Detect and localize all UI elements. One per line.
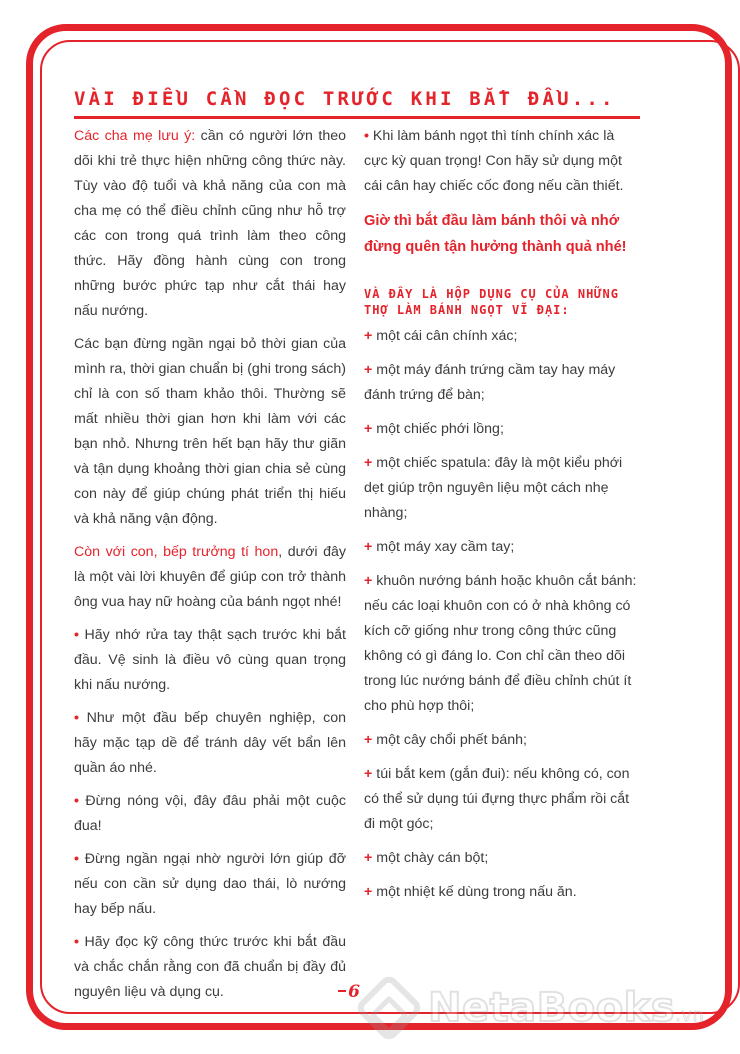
tool-item xyxy=(364,569,638,719)
watermark-suffix: .vn xyxy=(675,1005,705,1026)
tip-text: Như một đầu bếp chuyên nghiệp, con hãy mặc tạp dề để tránh dây vết bẩn lên quần áo nhé. xyxy=(74,710,346,776)
tools-heading: VÀ ĐÂY LÀ HỘP DỤNG CỤ CỦA NHỮNG THỢ LÀM BÁNH NGỌT VĨ ĐẠI: xyxy=(364,287,619,317)
tool-text: một nhiệt kế dùng trong nấu ăn. xyxy=(376,884,577,900)
tool-text: một chiếc spatula: đây là một kiểu phới dẹt giúp trộn nguyên liệu một cách nhẹ nhàng; xyxy=(364,455,623,521)
tip-text: Khi làm bánh ngọt thì tính chính xác là cực kỳ quan trọng! Con hãy sử dụng một cái cân hay chiếc cốc đong nếu cần thiết. xyxy=(364,128,624,194)
page-title: VÀI ĐIỀU CẦN ĐỌC TRƯỚC KHI BẮT ĐẦU... xyxy=(74,88,616,110)
tip-item xyxy=(74,847,346,922)
tool-item xyxy=(364,451,638,526)
watermark xyxy=(364,976,705,1040)
kids-intro-lead: Còn với con, bếp trưởng tí hon xyxy=(74,544,279,560)
tool-text: một chày cán bột; xyxy=(376,850,489,866)
watermark-logo-icon xyxy=(354,973,425,1044)
left-column xyxy=(74,124,346,1013)
tool-item xyxy=(364,880,638,905)
tool-text: một máy đánh trứng cầm tay hay máy đánh trứng để bàn; xyxy=(364,362,616,403)
parents-note-text: cần có người lớn theo dõi khi trẻ thực hiện những công thức này. Tùy vào độ tuổi và khả năng của con mà cha mẹ có thể điều chỉnh cũng như hỗ trợ các con trong quá trình làm theo công thức. Hãy đồng hành cùng con trong những bước phức tạp như cắt thái hay nấu nướng. xyxy=(74,128,347,319)
parents-note xyxy=(74,124,346,324)
tool-item xyxy=(364,417,638,442)
kids-intro-text: , dưới đây là một vài lời khuyên để giúp con trở thành ông vua hay nữ hoàng của bánh ngọt nhé! xyxy=(74,544,346,610)
tip-text: Hãy nhớ rửa tay thật sạch trước khi bắt đầu. Vệ sinh là điều vô cùng quan trọng khi nấu nướng. xyxy=(74,627,346,693)
tool-item xyxy=(364,846,638,871)
right-column xyxy=(364,124,638,914)
plus-icon: + xyxy=(364,362,373,378)
bullet-icon: • xyxy=(74,851,79,867)
parents-note-lead: Các cha mẹ lưu ý: xyxy=(74,128,196,144)
tool-item xyxy=(364,358,638,408)
bullet-icon: • xyxy=(74,793,79,809)
tool-text: túi bắt kem (gắn đui): nếu không có, con có thể sử dụng túi đựng thực phẩm rồi cắt đi một góc; xyxy=(364,766,630,832)
bullet-icon: • xyxy=(74,710,79,726)
tip-item xyxy=(74,789,346,839)
plus-icon: + xyxy=(364,328,373,344)
tip-item xyxy=(74,706,346,781)
tip-text: Đừng ngần ngại nhờ người lớn giúp đỡ nếu con cần sử dụng dao thái, lò nướng hay bếp nấu. xyxy=(74,851,346,917)
tool-text: một chiếc phới lồng; xyxy=(376,421,504,437)
plus-icon: + xyxy=(364,573,373,589)
page-number: 6 xyxy=(348,982,360,1002)
plus-icon: + xyxy=(364,884,373,900)
tip-text: Đừng nóng vội, đây đâu phải một cuộc đua! xyxy=(74,793,346,834)
bullet-icon: • xyxy=(74,627,79,643)
watermark-name: NetaBooks xyxy=(428,985,676,1031)
plus-icon: + xyxy=(364,766,373,782)
encouragement-text: Giờ thì bắt đầu làm bánh thôi và nhớ đừng quên tận hưởng thành quả nhé! xyxy=(364,213,627,255)
kids-intro xyxy=(74,540,346,615)
tool-text: một cái cân chính xác; xyxy=(376,328,518,344)
tool-text: một máy xay cầm tay; xyxy=(376,539,515,555)
plus-icon: + xyxy=(364,732,373,748)
plus-icon: + xyxy=(364,455,373,471)
bullet-icon: • xyxy=(364,128,369,144)
tool-item xyxy=(364,535,638,560)
tool-item xyxy=(364,324,638,349)
watermark-text xyxy=(428,985,704,1031)
title-underline xyxy=(74,116,640,119)
bullet-icon: • xyxy=(74,934,79,950)
plus-icon: + xyxy=(364,539,373,555)
tip-item xyxy=(74,930,346,1005)
tool-text: khuôn nướng bánh hoặc khuôn cắt bánh: nếu các loại khuôn con có ở nhà không có kích cỡ giống như trong công thức cũng không có gì đáng lo. Con chỉ cần theo dõi trong lúc nướng bánh để điều chỉnh chút ít cho phù hợp thôi; xyxy=(364,573,637,714)
tool-text: một cây chổi phết bánh; xyxy=(376,732,527,748)
tip-item xyxy=(364,124,638,199)
time-note: Các bạn đừng ngần ngại bỏ thời gian của mình ra, thời gian chuẩn bị (ghi trong sách) chỉ là con số tham khảo thôi. Thường sẽ mất nhiều thời gian hơn khi làm với các bạn nhỏ. Nhưng trên hết bạn hãy thư giãn và tận dụng khoảng thời gian chia sẻ cùng con này để giúp chúng phát triển thị hiếu và khả năng vận động. xyxy=(74,336,346,527)
tool-item xyxy=(364,728,638,753)
plus-icon: + xyxy=(364,421,373,437)
plus-icon: + xyxy=(364,850,373,866)
tool-item xyxy=(364,762,638,837)
tip-item xyxy=(74,623,346,698)
tip-text: Hãy đọc kỹ công thức trước khi bắt đầu và chắc chắn rằng con đã chuẩn bị đầy đủ nguyên liệu và dụng cụ. xyxy=(74,934,346,1000)
